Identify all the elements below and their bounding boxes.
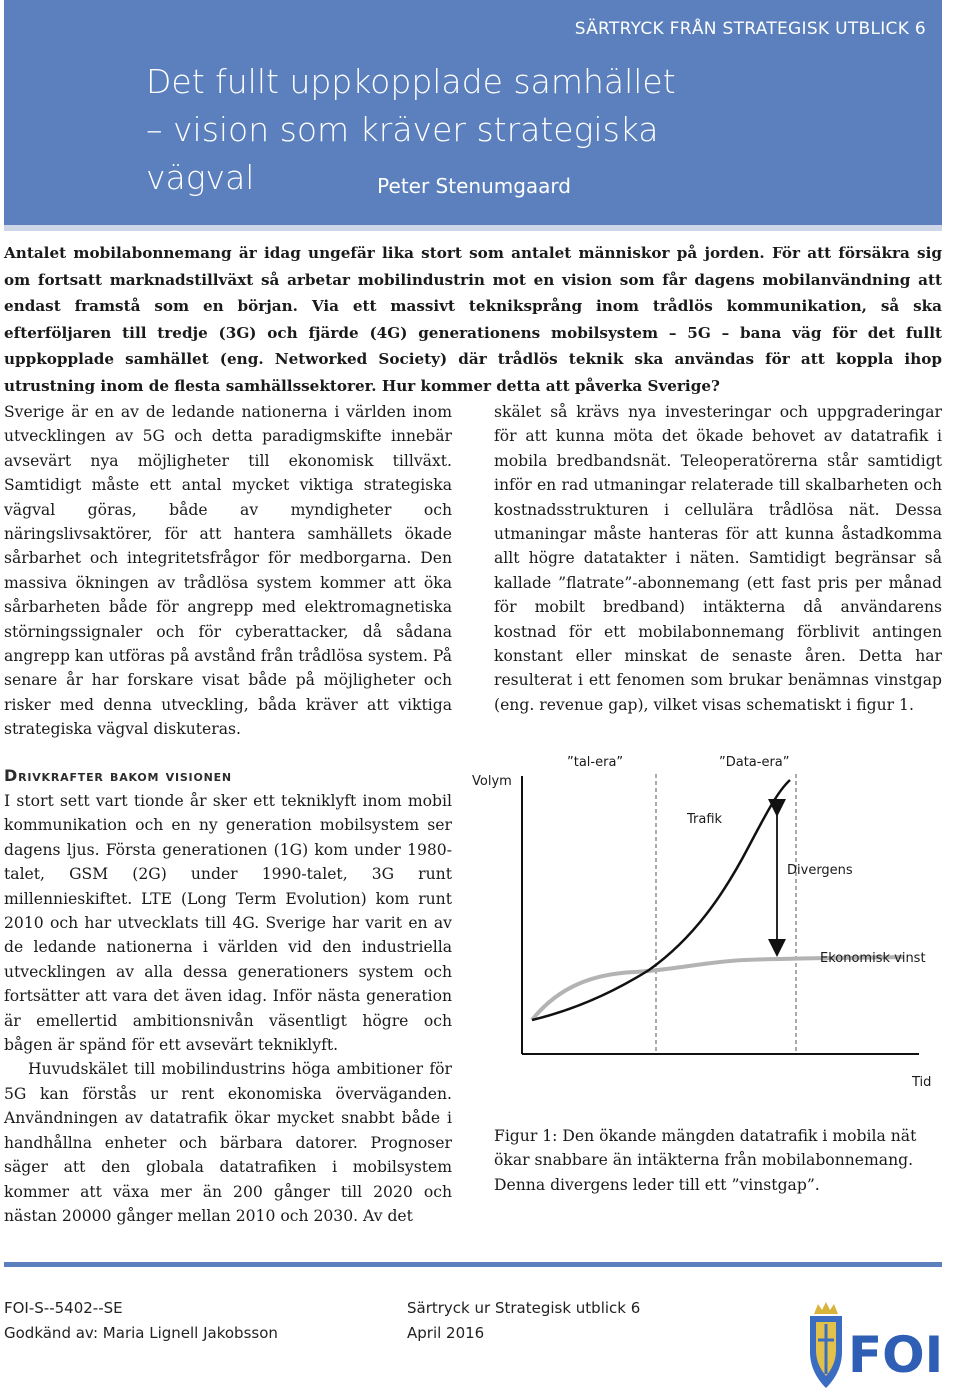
lead-paragraph: Antalet mobilabonnemang är idag ungefär lika stort som antalet människor på jorden. För att försäkra sig om fortsatt marknadstillväxt så arbetar mobilindustrin mot en vision som får dagens mobilanvändning att endast framstå som en början. Via ett massivt tekniksprång inom trådlös kommunikation, så ska efterföljaren till tredje (3G) och fjärde (4G) generationens mobilsystem – 5G – bana väg för det fullt uppkopplade samhället (eng. Networked Society) där trådlös teknik ska användas för att koppla ihop utrustning inom de flesta samhällssektorer. Hur kommer detta att påverka Sverige? — [4, 244, 942, 395]
divergence-label: Divergens — [787, 863, 853, 878]
footer-left — [4, 1296, 278, 1346]
publication-date: April 2016 — [407, 1324, 485, 1342]
figure-caption: Figur 1: Den ökande mängden datatrafik i mobila nät ökar snabbare än intäkterna från mobilabonnemang. Denna divergens leder till ett ”vinstgap”. — [494, 1127, 917, 1194]
traffic-curve — [532, 780, 790, 1020]
reprint-source: Särtryck ur Strategisk utblick 6 — [407, 1299, 641, 1317]
traffic-label: Trafik — [687, 812, 723, 827]
logo-text: FOI — [848, 1326, 942, 1384]
footer-middle — [407, 1296, 640, 1346]
figure-revenue-gap — [464, 748, 942, 1096]
revenue-gap-diagram — [464, 748, 942, 1096]
left-column-section — [4, 789, 452, 1228]
right-paragraph: skälet så krävs nya investeringar och uppgraderingar för att kunna möta det ökade behovet av datatrafik i mobila bredbandsnät. Teleoperatörerna står samtidigt inför en rad utmaningar relaterade till skalbarheten och kostnadsstrukturen i cellulära trådlösa nät. Dessa utmaningar måste hanteras för att kunna åstadkomma allt högre datatakter i näten. Samtidigt begränsar så kallade ”flatrate”-abonnemang (ett fast pris per månad för mobilt bredband) intäkterna då användarens kostnad för ett mobilabonnemang förblivit antingen konstant eller minskat de senaste åren. Detta har resulterat i ett fenomen som brukar benämnas vinstgap (eng. revenue gap), vilket visas schematiskt i figur 1. — [494, 403, 942, 714]
y-axis-label: Volym — [472, 774, 512, 789]
era-label-voice: ”tal-era” — [567, 755, 624, 770]
series-label: SÄRTRYCK FRÅN STRATEGISK UTBLICK 6 — [574, 19, 926, 39]
profit-label: Ekonomisk vinst — [820, 951, 926, 966]
title-line-1: Det fullt uppkopplade samhället — [146, 62, 676, 101]
header-banner — [4, 0, 942, 231]
section-paragraph-2: Huvudskälet till mobilindustrins höga ambitioner för 5G kan förstås ur rent ekonomiska överväganden. Användningen av datatrafik ökar mycket snabbt både i handhållna enheter och bärbara datorer. Prognoser säger att den globala datatrafiken i mobilsystem kommer att växa mer än 200 gånger till 2020 och nästan 20000 gånger mellan 2010 och 2030. Av det — [4, 1060, 452, 1225]
intro-paragraph: Sverige är en av de ledande nationerna i världen inom utvecklingen av 5G och detta paradigmskifte innebär avsevärt nya möjligheter till ekonomisk tillväxt. Samtidigt måste ett antal mycket viktiga strategiska vägval göras, både av myndigheter och näringslivsaktörer, för att hantera samhällets ökade sårbarhet och integritetsfrågor för medborgarna. Den massiva ökningen av trådlösa system kommer att öka sårbarheten både för angrepp med elektromagnetiska störningssignaler och för cyberattacker, då sådana angrepp kan utföras på avstånd från trådlösa system. På senare år har forskare visat både på möjligheter och risker med denna utveckling, båda kräver att viktiga strategiska vägval diskuteras. — [4, 403, 452, 739]
section-paragraph-1: I stort sett vart tionde år sker ett tekniklyft inom mobil kommunikation och en ny generation mobilsystem ser dagens ljus. Första generationen (1G) kom under 1980-talet, GSM (2G) under 1990-talet, 3G runt millennieskiftet. LTE (Long Term Evolution) kom runt 2010 och har utvecklats till 4G. Sverige har varit en av de ledande nationerna i världen vid den industriella utvecklingen av alla dessa generationers system och fortsätter att vara det även idag. Inför nästa generation är emellertid ambitionsnivån väsentligt högre och bågen är spänd för ett avsevärt tekniklyft. — [4, 792, 452, 1055]
right-column-text — [494, 400, 942, 717]
x-axis-label: Tid — [912, 1075, 932, 1090]
title-line-2: – vision som kräver strategiska vägval — [146, 110, 659, 197]
author-name: Peter Stenumgaard — [377, 174, 571, 198]
foi-logo-icon — [796, 1300, 942, 1392]
document-id: FOI-S--5402--SE — [4, 1299, 123, 1317]
approved-by: Godkänd av: Maria Lignell Jakobsson — [4, 1324, 278, 1342]
footer-rule — [4, 1262, 942, 1267]
era-label-data: ”Data-era” — [719, 755, 790, 770]
profit-curve — [532, 957, 904, 1020]
foi-logo — [796, 1300, 942, 1392]
section-heading: Drivkrafter bakom visionen — [4, 766, 232, 785]
left-column-intro — [4, 400, 452, 742]
